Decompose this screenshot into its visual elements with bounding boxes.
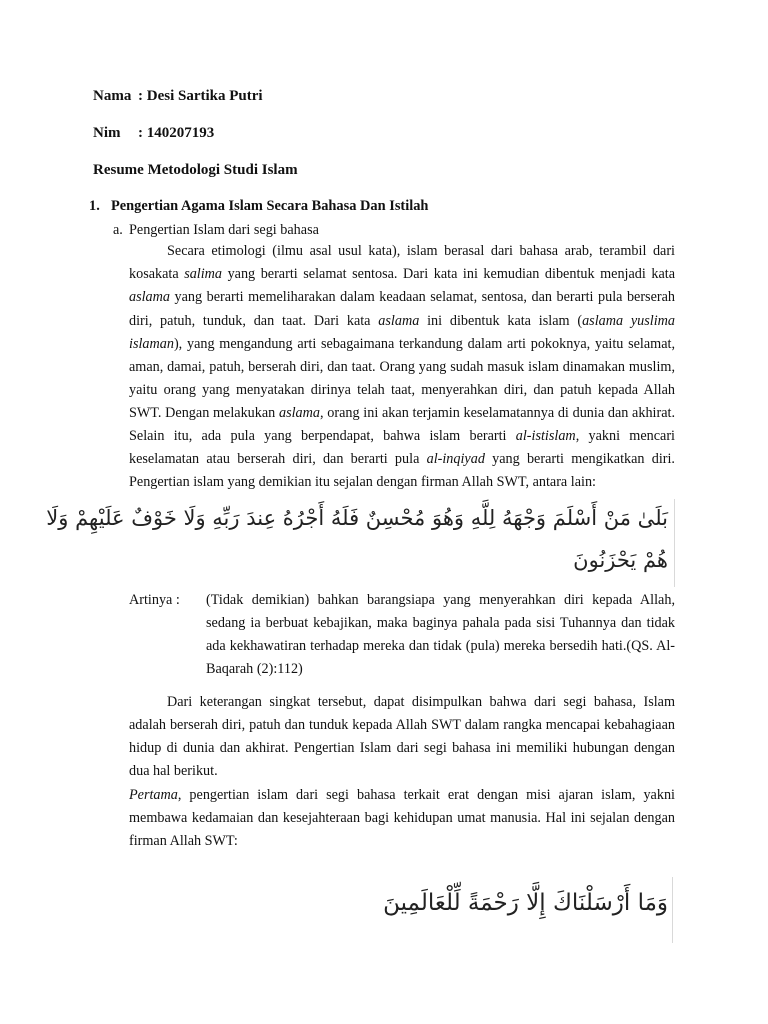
- nim-line: [93, 125, 214, 142]
- para1-line: Secara etimologi (ilmu asal usul kata), islam berasal dari bahasa arab, terambil dari: [167, 243, 675, 259]
- para2-line: dua hal berikut.: [129, 763, 218, 779]
- para3-line: Pertama, pengertian islam dari segi bahasa terkait erat dengan misi ajaran islam, yakni: [129, 787, 675, 803]
- para1-line: aman, damai, patuh, berserah diri, dan taat. Orang yang sudah masuk islam dinamakan muslim,: [129, 359, 675, 375]
- para2-line: hidup di dunia dan akhirat. Pengertian Islam dari segi bahasa ini memiliki hubungan dengan: [129, 740, 675, 756]
- nim-value: : 140207193: [138, 125, 215, 141]
- section-heading: Pengertian Agama Islam Secara Bahasa Dan Istilah: [111, 198, 429, 214]
- para2-line: Dari keterangan singkat tersebut, dapat disimpulkan bahwa dari segi bahasa, Islam: [167, 694, 675, 710]
- para1-line: yaitu orang yang menyatakan dirinya telah taat, menyerahkan diri, dan patuh kepada Allah: [129, 382, 675, 398]
- artinya-label: Artinya :: [129, 592, 180, 608]
- verse-border: [674, 499, 675, 587]
- para1-line: diri, patuh, tunduk, dan taat. Dari kata aslama ini dibentuk kata islam (aslama yuslima: [129, 313, 675, 329]
- verse-arabic-line: هُمْ يَحْزَنُونَ: [573, 548, 668, 572]
- para1-line: keselamatan atau berserah diri, dan berarti pula al-inqiyad yang berarti mengikatkan diri.: [129, 451, 675, 467]
- name-value: : Desi Sartika Putri: [138, 88, 263, 104]
- para1-line: Selain itu, ada pula yang berpendapat, bahwa islam berarti al-istislam, yakni mencari: [129, 428, 675, 444]
- section-number: 1.: [89, 198, 100, 214]
- artinya-line: sedang ia berbuat kebajikan, maka baginya pahala pada sisi Tuhannya dan tidak: [206, 615, 675, 631]
- para1-line: islaman), yang mengandung arti sebagaimana terkandung dalam arti pokoknya, yaitu selamat,: [129, 336, 675, 352]
- para1-line: kosakata salima yang berarti selamat sentosa. Dari kata ini kemudian dibentuk menjadi kata: [129, 266, 675, 282]
- para1-line: SWT. Dengan melakukan aslama, orang ini akan terjamin keselamatannya di dunia dan akhirat.: [129, 405, 675, 421]
- nim-label: Nim: [93, 125, 121, 141]
- name-line: [93, 88, 263, 105]
- name-label: Nama: [93, 88, 132, 104]
- para2-line: adalah berserah diri, patuh dan tunduk kepada Allah SWT dalam rangka mencapai kebahagiaan: [129, 717, 675, 733]
- para1-line: Pengertian islam yang demikian itu sejalan dengan firman Allah SWT, antara lain:: [129, 474, 596, 490]
- artinya-line: (Tidak demikian) bahkan barangsiapa yang menyerahkan diri kepada Allah,: [206, 592, 675, 608]
- para3-line: firman Allah SWT:: [129, 833, 238, 849]
- subsection-heading: Pengertian Islam dari segi bahasa: [129, 222, 319, 238]
- verse-border: [672, 877, 673, 943]
- para3-line: membawa kedamaian dan kesejahteraan bagi kehidupan umat manusia. Hal ini sejalan dengan: [129, 810, 675, 826]
- artinya-line: Baqarah (2):112): [206, 661, 303, 677]
- para1-line: aslama yang berarti memeliharakan dalam keadaan selamat, sentosa, dan berarti pula berserah: [129, 289, 675, 305]
- verse-arabic-line: وَمَا أَرْسَلْنَاكَ إِلَّا رَحْمَةً لِّلْعَالَمِينَ: [383, 890, 668, 916]
- page-title: Resume Metodologi Studi Islam: [93, 162, 298, 178]
- artinya-line: ada kekhawatiran terhadap mereka dan tidak (pula) mereka bersedih hati.(QS. Al-: [206, 638, 675, 654]
- subsection-letter: a.: [113, 222, 123, 238]
- verse-arabic-line: بَلَىٰ مَنْ أَسْلَمَ وَجْهَهُ لِلَّهِ وَهُوَ مُحْسِنٌ فَلَهُ أَجْرُهُ عِندَ رَبِّهِ وَلَا خَوْفٌ عَلَيْهِمْ وَلَا: [46, 506, 668, 530]
